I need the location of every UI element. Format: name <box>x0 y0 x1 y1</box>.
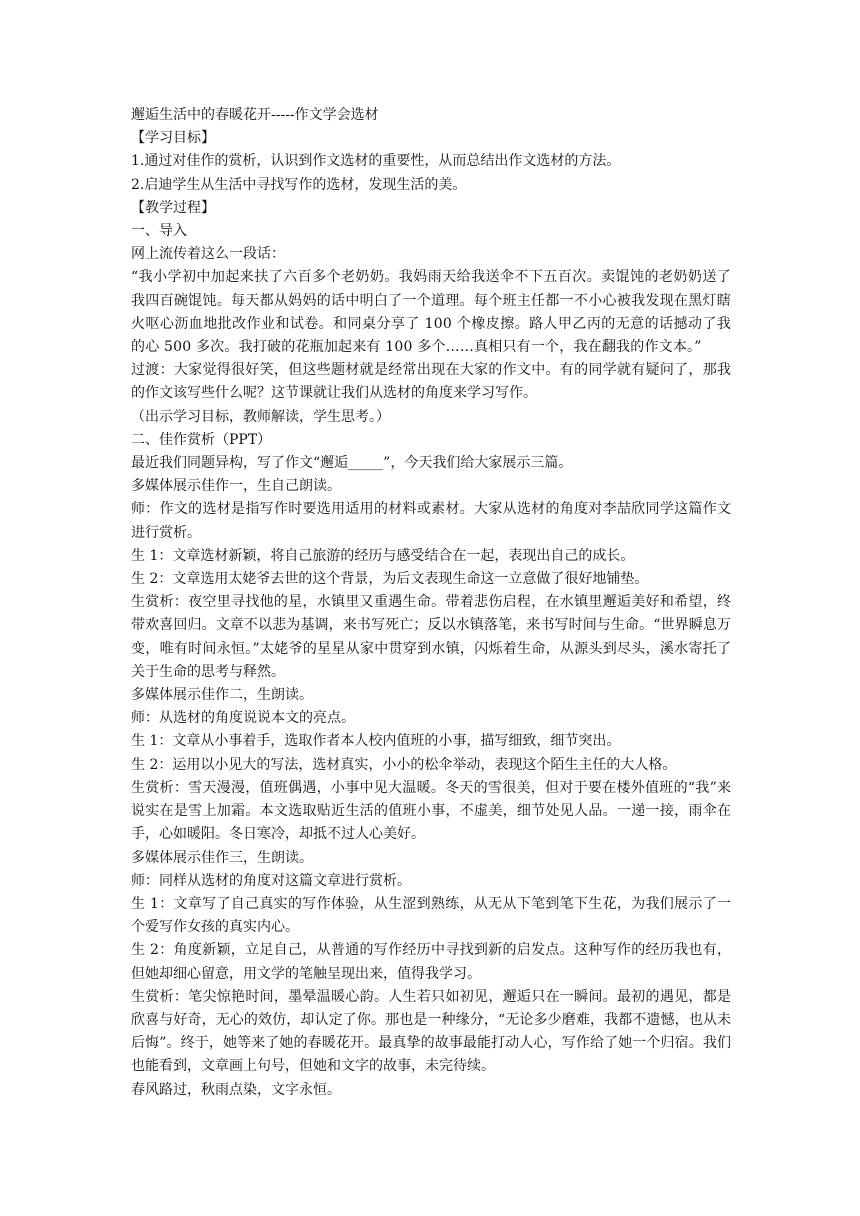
document-title: 邂逅生活中的春暖花开-----作文学会选材 <box>131 107 379 123</box>
paragraph-appreciation-essay-one: 生赏析：夜空里寻找他的星，水镇里又重遇生命。带着悲伤启程，在水镇里邂逅美好和希望，终带欢喜回归。文章不以悲为基调，来书写死亡；反以水镇落笔，来书写时间与生命。“世界瞬息万变，唯有时间永恒。”太姥爷的星星从家中贯穿到水镇，闪烁着生命，从源头到尽头，溪水寄托了关于生命的思考与释然。 <box>131 594 731 680</box>
paragraph-appreciation-essay-three: 生赏析：笔尖惊艳时间，墨晕温暖心韵。人生若只如初见，邂逅只在一瞬间。最初的遇见，都是欣喜与好奇，无心的效仿，却认定了你。那也是一种缘分，“无论多少磨难，我都不遗憾，也从未后悔”。终于，她等来了她的春暖花开。最真挚的故事最能打动人心，写作给了她一个归宿。我们也能看到，文章画上句号，但她和文字的故事，未完待续。 <box>131 988 731 1075</box>
paragraph-student-one-comment-essay-one: 生 1：文章选材新颖，将自己旅游的经历与感受结合在一起，表现出自己的成长。 <box>131 547 635 564</box>
section-heading-teaching-process: 【教学过程】 <box>131 199 215 216</box>
paragraph-essay-two-show: 多媒体展示佳作二，生朗读。 <box>131 687 313 704</box>
paragraph-appreciation-essay-two: 生赏析：雪天漫漫，值班偶遇，小事中见大温暖。冬天的雪很美，但对于要在楼外值班的“我”来说实在是雪上加霜。本文选取贴近生活的值班小事，不虚美，细节处见人品。一递一接，雨伞在手，心如暖阳。冬日寒冷，却抵不过人心美好。 <box>131 779 731 843</box>
paragraph-student-two-comment-essay-two: 生 2：运用以小见大的写法，选材真实，小小的松伞举动，表现这个陌生主任的大人格。 <box>131 756 677 773</box>
paragraph-student-one-comment-essay-three: 生 1：文章写了自己真实的写作体验，从生涩到熟练，从无从下笔到笔下生花，为我们展示了一个爱写作女孩的真实内心。 <box>131 895 731 936</box>
paragraph-transition: 过渡：大家觉得很好笑，但这些题材就是经常出现在大家的作文中。有的同学就有疑问了，那我的作文该写些什么呢？这节课就让我们从选材的角度来学习写作。 <box>131 362 731 402</box>
goal-item-2: 2.启迪学生从生活中寻找写作的选材，发现生活的美。 <box>131 176 467 193</box>
paragraph-show-goals: （出示学习目标，教师解读，学生思考。） <box>131 408 390 425</box>
document-page <box>131 104 731 1102</box>
paragraph-teacher-question-essay-two: 师：从选材的角度说说本文的亮点。 <box>131 710 355 727</box>
paragraph-student-two-comment-essay-one: 生 2：文章选用太姥爷去世的这个背景，为后文表现生命这一立意做了很好地铺垫。 <box>131 571 649 588</box>
goal-item-1: 1.通过对佳作的赏析，认识到作文选材的重要性，从而总结出作文选材的方法。 <box>131 153 621 170</box>
paragraph-online-saying-quote: “我小学初中加起来扶了六百多个老奶奶。我妈雨天给我送伞不下五百次。卖馄饨的老奶奶送了我四百碗馄饨。每天都从妈妈的话中明白了一个道理。每个班主任都一不小心被我发现在黑灯瞎火呕心沥血地批改作业和试卷。和同桌分享了 100 个橡皮擦。路人甲乙丙的无意的话撼动了我的心 500 多次。我打破的花瓶加起来有 100 多个……真相只有一个，我在翻我的作文本。” <box>131 269 731 356</box>
paragraph-student-two-comment-essay-three: 生 2：角度新颖，立足自己，从普通的写作经历中寻找到新的启发点。这种写作的经历我也有，但她却细心留意，用文学的笔触呈现出来，值得我学习。 <box>131 942 731 982</box>
subheading-introduction: 一、导入 <box>131 223 187 240</box>
paragraph-essay-three-show: 多媒体展示佳作三，生朗读。 <box>131 849 313 866</box>
section-heading-learning-goals: 【学习目标】 <box>131 130 215 147</box>
paragraph-online-saying-intro: 网上流传着这么一段话： <box>131 246 285 263</box>
subheading-essay-appreciation: 二、佳作赏析（PPT） <box>131 431 272 448</box>
paragraph-essay-one-show: 多媒体展示佳作一，生自己朗读。 <box>131 478 341 495</box>
paragraph-teacher-question-essay-three: 师：同样从选材的角度对这篇文章进行赏析。 <box>131 872 411 889</box>
paragraph-teacher-material-definition: 师：作文的选材是指写作时要选用适用的材料或素材。大家从选材的角度对李喆欣同学这篇作文进行赏析。 <box>131 501 731 541</box>
paragraph-student-one-comment-essay-two: 生 1：文章从小事着手，选取作者本人校内值班的小事，描写细致，细节突出。 <box>131 733 621 750</box>
paragraph-recent-writing: 最近我们同题异构，写了作文“邂逅_____”，今天我们给大家展示三篇。 <box>131 455 573 472</box>
paragraph-closing-line: 春风路过，秋雨点染，文字永恒。 <box>131 1081 341 1098</box>
